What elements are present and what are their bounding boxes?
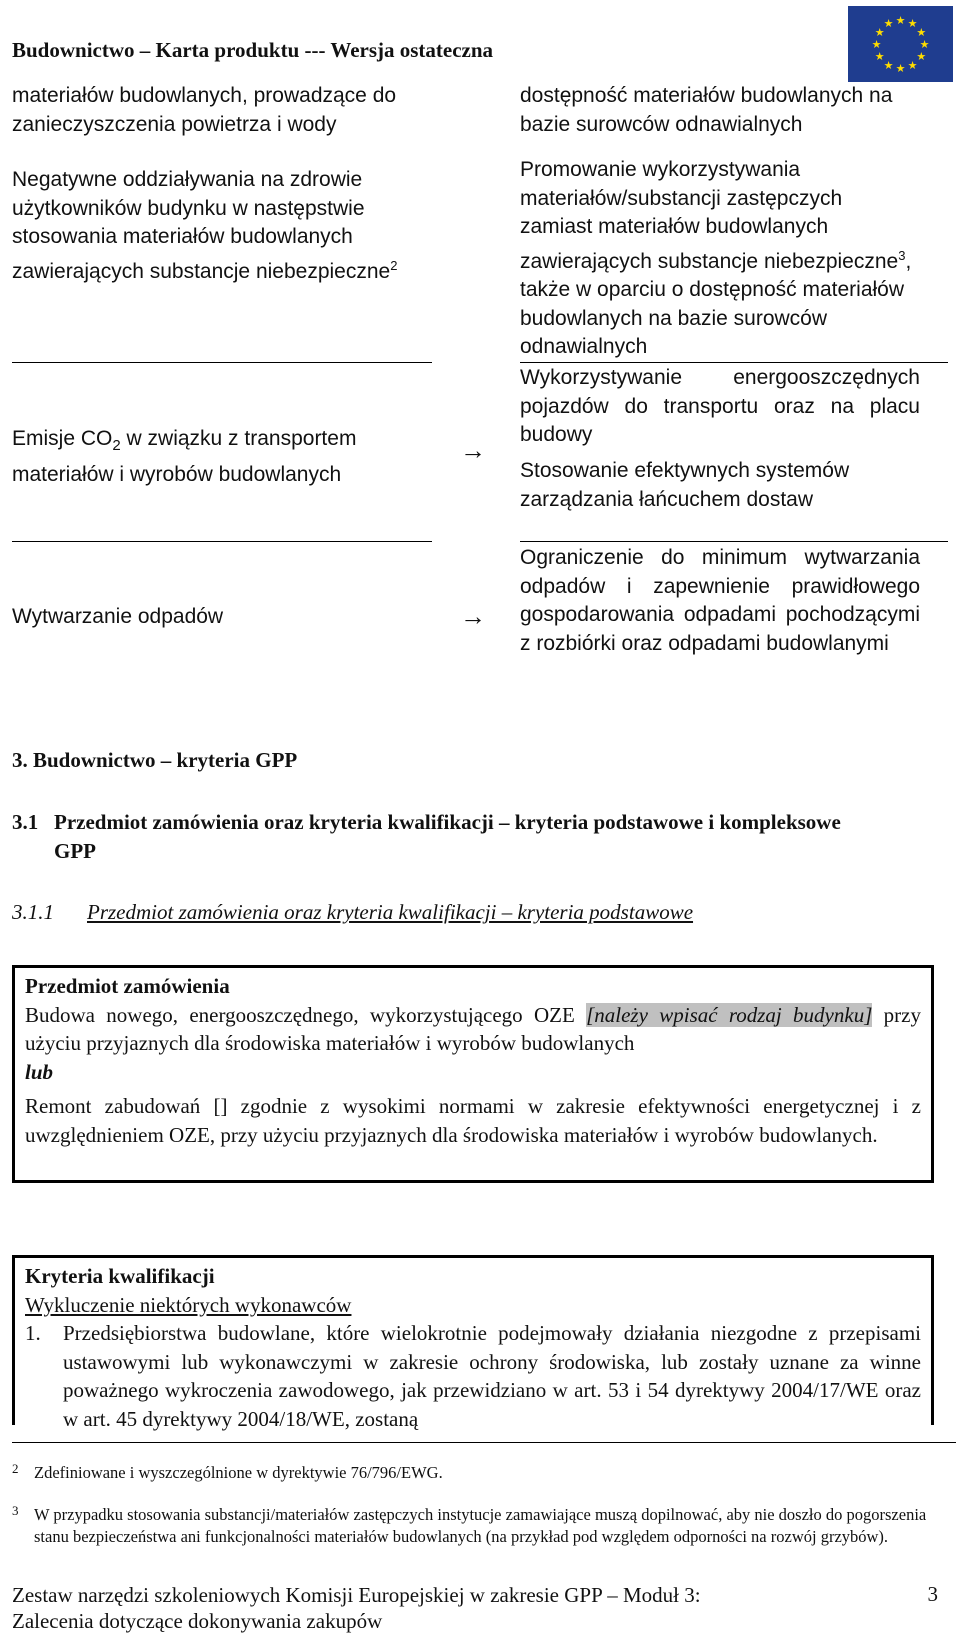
eu-star-icon: ★: [883, 17, 894, 31]
document-header-title: Budownictwo – Karta produktu --- Wersja ostateczna: [12, 38, 494, 62]
eu-star-icon: ★: [883, 58, 894, 72]
table-row3-left: Emisje $CO_2$ w związku z transportem materiałów i wyrobów budowlanych: [12, 427, 357, 486]
box-title: Przedmiot zamówienia: [25, 974, 230, 998]
table-row2-left: Negatywne oddziaływania na zdrowie użytkowników budynku w następstwie stosowania materiałów budowlanych zawierających substancje niebezpieczne$^2$: [12, 168, 398, 283]
table-row2-right: Promowanie wykorzystywania materiałów/substancji zastępczych zamiast materiałów budowlanych zawierających substancje niebezpieczne$^3$, także w oparciu o dostępność materiałów budowlanych na bazie surowców odnawialnych: [520, 158, 912, 358]
eu-star-icon: ★: [895, 14, 906, 27]
table-row1-left: materiałów budowlanych, prowadzące do zanieczyszczenia powietrza i wody: [12, 84, 397, 136]
arrow-icon: →: [460, 602, 486, 631]
eu-star-icon: ★: [916, 50, 927, 63]
table-row3-right-item1: Wykorzystywanie energooszczędnych pojazdów do transportu oraz na placu budowy: [520, 366, 920, 446]
table-divider: [520, 541, 948, 542]
eu-star-icon: ★: [895, 62, 906, 75]
section-heading-3: 3. Budownictwo – kryteria GPP: [12, 748, 298, 772]
arrow-icon: →: [460, 436, 486, 465]
box-paragraph: Budowa nowego, energooszczędnego, wykorzystującego OZE [należy wpisać rodzaj budynku] przy użyciu przyjaznych dla środowiska materiałów i wyrobów budowlanych: [25, 1002, 921, 1055]
eu-star-icon: ★: [874, 50, 885, 63]
subject-of-contract-box: [12, 965, 934, 1183]
page-number: 3: [927, 1582, 938, 1606]
footnote-separator: [12, 1442, 956, 1443]
table-divider: [520, 362, 948, 363]
table-divider: [12, 541, 432, 542]
box-subtitle: Wykluczenie niektórych wykonawców: [25, 1292, 352, 1317]
eu-star-icon: ★: [919, 38, 930, 51]
box-paragraph: Remont zabudowań [] zgodnie z wysokimi normami w zakresie efektywności energetycznej i z uwzględnieniem OZE, przy użyciu przyjaznych dla środowiska materiałów i wyrobów budowlanych.: [25, 1094, 921, 1147]
box-title: Kryteria kwalifikacji: [25, 1264, 215, 1288]
table-row4-left: Wytwarzanie odpadów: [12, 605, 224, 628]
table-row1-right: dostępność materiałów budowlanych na bazie surowców odnawialnych: [520, 84, 893, 136]
list-item: 1. Przedsiębiorstwa budowlane, które wielokrotnie podejmowały działania niezgodne z przepisami ustawowymi lub wykonawczymi w zakresie ochrony środowiska, lub zostały uznane za winne poważnego wykroczenia zawodowego, jak przewidziano w art. 53 i 54 dyrektywy 2004/17/WE oraz w art. 45 dyrektywy 2004/18/WE, zostaną: [25, 1321, 921, 1431]
table-row4-right: Ograniczenie do minimum wytwarzania odpadów i zapewnienie prawidłowego gospodarowania odpadami pochodzącymi z rozbiórki oraz odpadami budowlanymi: [520, 546, 920, 655]
eu-star-icon: ★: [916, 26, 927, 39]
section-heading-3-1-1: 3.1.1 Przedmiot zamówienia oraz kryteria kwalifikacji – kryteria podstawowe: [12, 900, 694, 924]
page-footer: Zestaw narzędzi szkoleniowych Komisji Europejskiej w zakresie GPP – Moduł 3: Zalecenia dotyczące dokonywania zakupów: [12, 1583, 701, 1633]
table-row3-right-item2: Stosowanie efektywnych systemów zarządzania łańcuchem dostaw: [520, 459, 850, 511]
eu-star-icon: ★: [907, 17, 918, 31]
footnote-3: 3 W przypadku stosowania substancji/materiałów zastępczych instytucje zamawiające muszą dopilnować, aby nie doszło do pogorszenia stanu bezpieczeństwa ani funkcjonalności materiałów budowlanych (na przykład pod względem odporności na rozwój grzybów).: [12, 1503, 927, 1546]
eu-star-icon: ★: [871, 38, 882, 51]
box-lub: lub: [25, 1059, 54, 1084]
eu-star-icon: ★: [907, 58, 918, 72]
qualification-criteria-box: [12, 1255, 934, 1431]
section-heading-3-1: 3.1 Przedmiot zamówienia oraz kryteria kwalifikacji – kryteria podstawowe i kompleksowe GPP: [12, 810, 841, 863]
eu-flag-logo: [848, 6, 953, 82]
footnote-2: 2 Zdefiniowane i wyszczególnione w dyrektywie 76/796/EWG.: [12, 1461, 443, 1482]
table-divider: [12, 362, 432, 363]
eu-star-icon: ★: [874, 26, 885, 39]
